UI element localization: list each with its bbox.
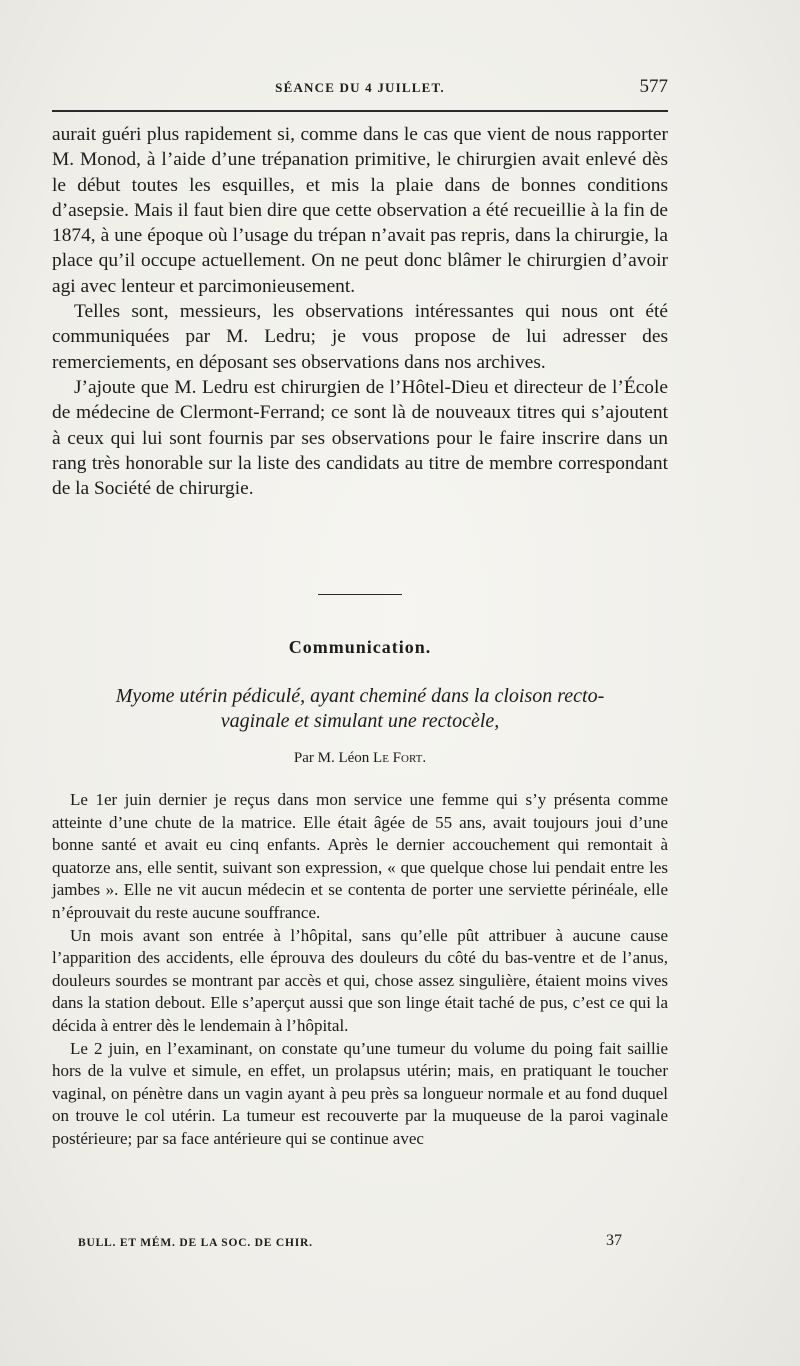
paragraph: aurait guéri plus rapidement si, comme dans le cas que vient de nous rapporter M. Monod, à l’aide d’une trépanation primitive, le chirurgien avait enlevé dès le début toutes les esquilles, et mis la plaie dans de bonnes conditions d’asepsie. Mais il faut bien dire que cette observation a été recueillie à la fin de 1874, à une époque où l’usage du trépan n’avait pas repris, dans la chirurgie, la place qu’il occupe actuellement. On ne peut donc blâmer le chirurgien d’avoir agi avec lenteur et parcimonieusement. [52, 124, 668, 297]
report-text [52, 122, 668, 501]
article-text [52, 789, 668, 1151]
section-divider [318, 594, 402, 595]
paragraph: Le 2 juin, en l’examinant, on constate qu’une tumeur du volume du poing fait saillie hors de la vulve et simule, en effet, un prolapsus utérin; mais, en pratiquant le toucher vaginal, on pénètre dans un vagin ayant à peu près sa longueur normale et au fond duquel on trouve le col utérin. La tumeur est recouverte par la muqueuse de la paroi vaginale postérieure; par sa face antérieure qui se continue avec [52, 1038, 668, 1148]
article-title [52, 684, 668, 734]
section-heading: Communication. [288, 637, 432, 657]
running-head [52, 76, 668, 102]
page-number: 577 [639, 76, 668, 97]
paragraph: Le 1er juin dernier je reçus dans mon service une femme qui s’y présenta comme atteinte d’une chute de la matrice. Elle était âgée de 55 ans, avait toujours joui d’une bonne santé et avait eu cinq enfants. Après le dernier accouchement qui remontait à quatorze ans, elle sentit, suivant son expression, « que quelque chose lui pendait entre les jambes ». Elle ne vit aucun médecin et se contenta de porter une serviette périnéale, elle n’éprouvait du reste aucune souffrance. [52, 790, 668, 922]
article-title-line: Myome utérin pédiculé, ayant cheminé dans la cloison recto- [115, 685, 605, 707]
running-title: SÉANCE DU 4 JUILLET. [275, 80, 445, 95]
byline [52, 750, 668, 767]
paragraph: Un mois avant son entrée à l’hôpital, sans qu’elle pût attribuer à aucune cause l’apparition des accidents, elle éprouva des douleurs du côté du bas-ventre et de l’anus, douleurs sourdes se montrant par accès et qui, chose assez singulière, étaient moins vives dans la station debout. Elle s’aperçut aussi que son linge était taché de pus, c’est ce qui la décida à entrer dès le lendemain à l’hôpital. [52, 925, 668, 1035]
paragraph: J’ajoute que M. Ledru est chirurgien de l’Hôtel-Dieu et directeur de l’École de médecine de Clermont-Ferrand; ce sont là de nouveaux titres qui s’ajoutent à ceux qui lui sont fournis par ses observations pour le faire inscrire dans un rang très honorable sur la liste des candidats au titre de membre correspondant de la Société de chirurgie. [52, 376, 668, 500]
author-name: Le Fort. [373, 750, 427, 766]
header-rule [52, 110, 668, 112]
article-title-line: vaginale et simulant une rectocèle, [220, 710, 500, 732]
byline-prefix: Par M. Léon [293, 750, 374, 766]
paragraph: Telles sont, messieurs, les observations intéressantes qui nous ont été communiquées par M. Ledru; je vous propose de lui adresser des remerciements, en déposant ses observations dans nos archives. [52, 301, 668, 373]
footer-journal: BULL. ET MÉM. DE LA SOC. DE CHIR. [78, 1237, 313, 1249]
signature-number: 37 [606, 1232, 622, 1249]
